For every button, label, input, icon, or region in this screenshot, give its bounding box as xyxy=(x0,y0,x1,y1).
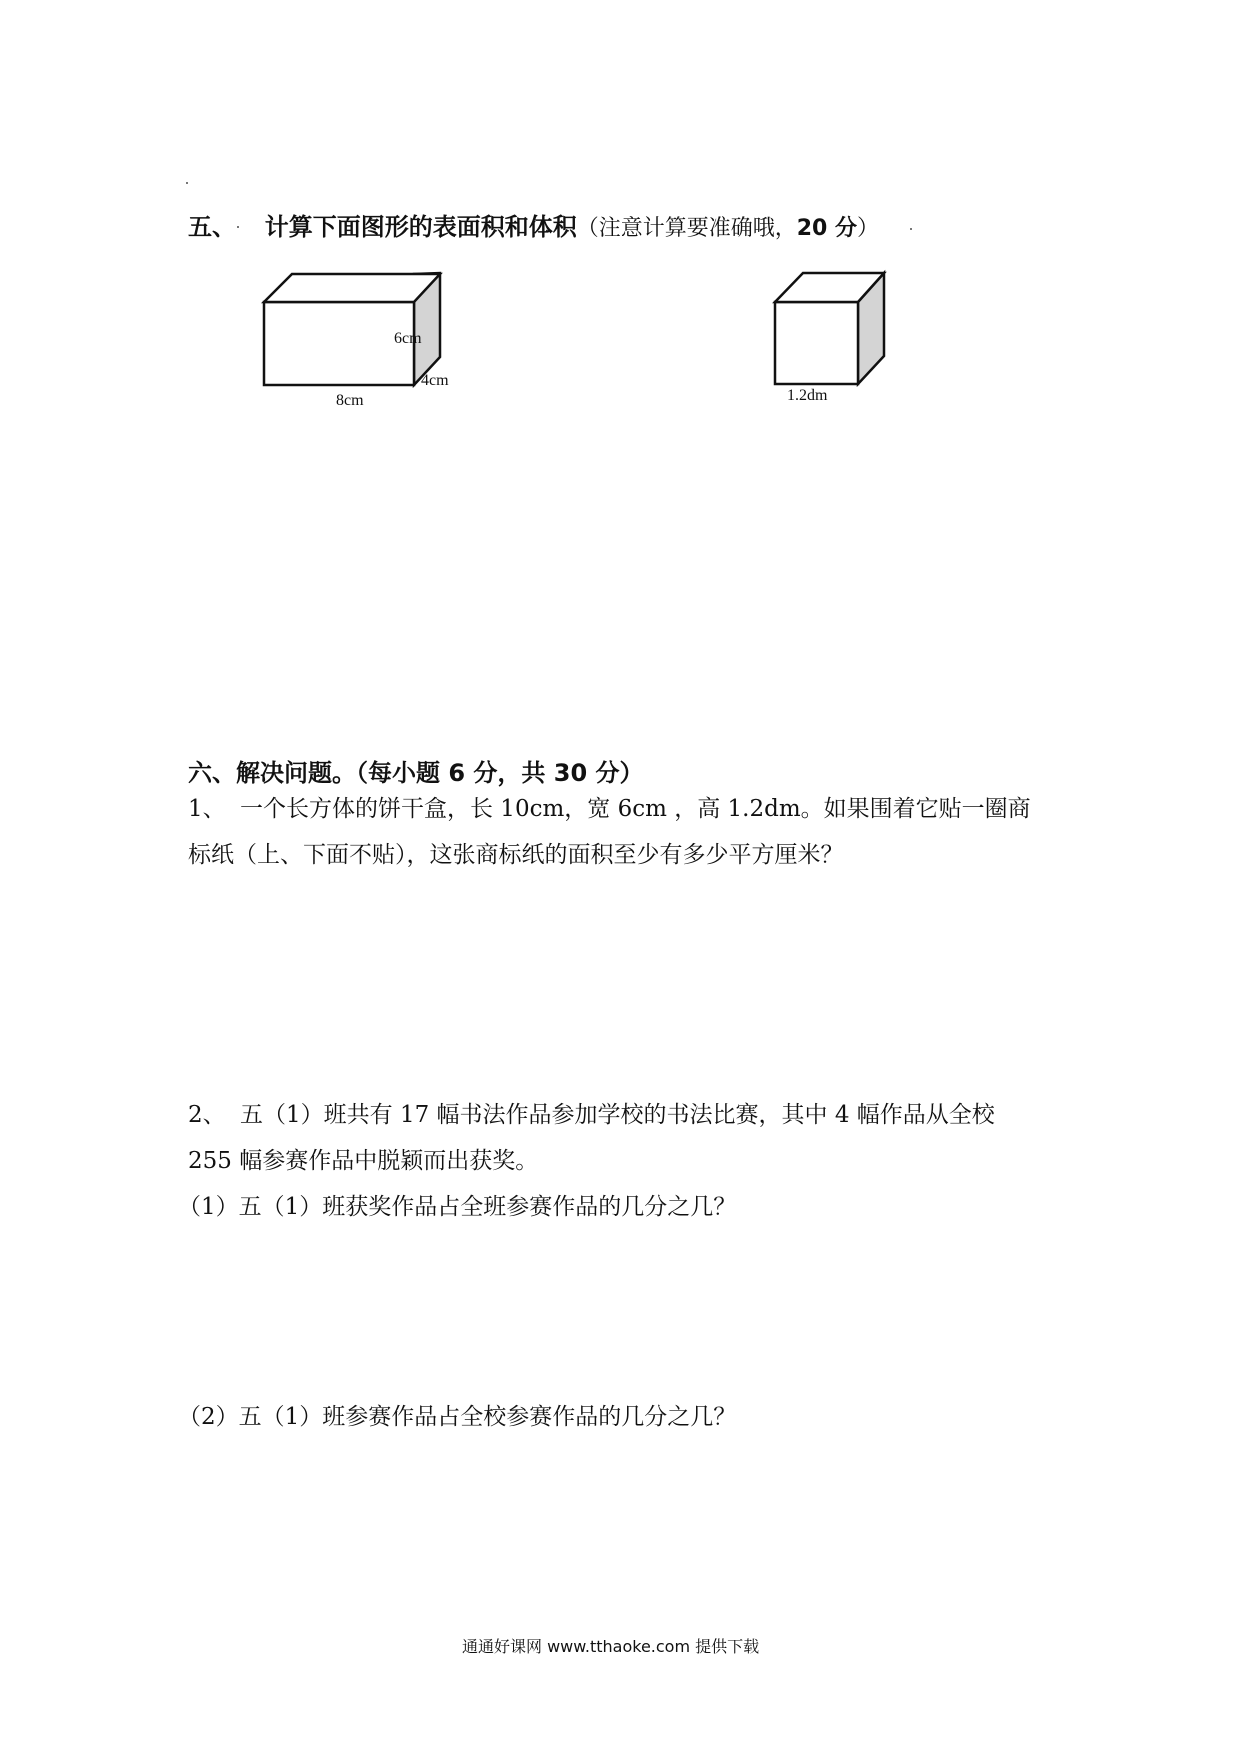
problem-2-sub-question-1: （1）五（1）班获奖作品占全班参赛作品的几分之几？ xyxy=(178,1194,737,1220)
section-6-number: 六、 xyxy=(188,759,236,787)
problem-1 xyxy=(188,786,1031,878)
footer-credit: 通通好课网 www.tthaoke.com 提供下载 xyxy=(462,1637,760,1656)
cuboid-front-face xyxy=(264,302,414,385)
problem-2-line-2: 255 幅参赛作品中脱颖而出获奖。 xyxy=(188,1148,539,1174)
section-5-number: 五、 xyxy=(188,213,236,241)
cube-front-face xyxy=(775,302,858,384)
section-6-title: 解决问题。 xyxy=(236,759,356,787)
problem-2 xyxy=(178,1092,995,1230)
section-5-note: （注意计算要准确哦，20 分） xyxy=(576,216,880,241)
section-5-title: 计算下面图形的表面积和体积 xyxy=(264,213,577,241)
problem-1-index: 1、 xyxy=(188,796,226,822)
problem-2-sub-question-2: （2）五（1）班参赛作品占全校参赛作品的几分之几？ xyxy=(178,1404,737,1430)
cuboid-height-label: 6cm xyxy=(394,330,422,347)
section-6-note: （每小题 6 分，共 30 分） xyxy=(356,759,644,787)
cube-edge-label: 1.2dm xyxy=(787,387,828,404)
geometry-figures xyxy=(0,0,1240,460)
cube-figure xyxy=(775,273,884,384)
problem-1-line-2: 标纸（上、下面不贴），这张商标纸的面积至少有多少平方厘米？ xyxy=(188,842,844,868)
problem-2-line-1: 2、 五（1）班共有 17 幅书法作品参加学校的书法比赛，其中 4 幅作品从全校 xyxy=(188,1092,995,1138)
cuboid-top-face xyxy=(264,274,440,302)
cuboid-figure xyxy=(264,273,440,385)
problem-2-index: 2、 xyxy=(188,1102,226,1128)
cuboid-width-label: 4cm xyxy=(421,372,449,389)
problem-1-line-1: 1、 一个长方体的饼干盒，长 10cm，宽 6cm ，高 1.2dm。如果围着它贴一圈商 xyxy=(188,786,1031,832)
section-6-heading xyxy=(188,753,644,788)
cuboid-length-label: 8cm xyxy=(336,392,364,409)
